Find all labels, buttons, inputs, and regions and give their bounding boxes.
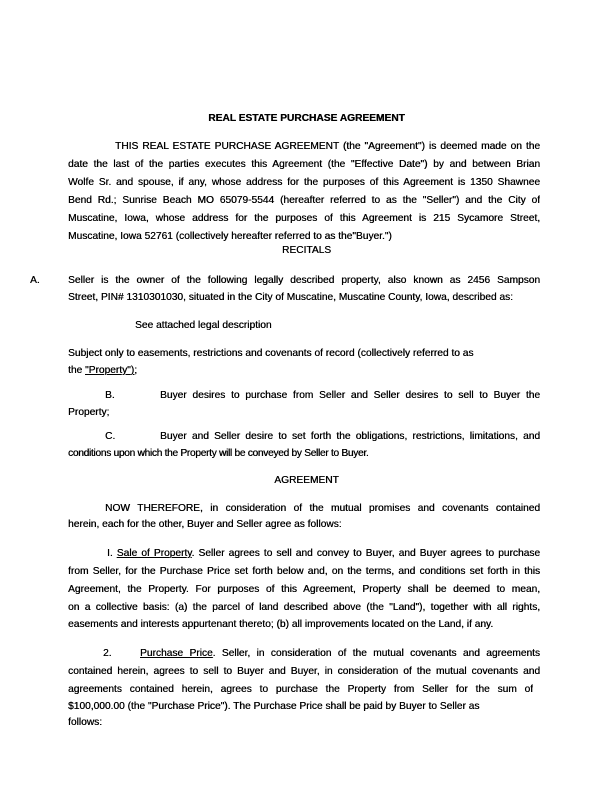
recital-a-line: Seller is the owner of the following legally described property, also known as 2456 Sampson <box>68 275 540 286</box>
text: ; <box>134 365 137 376</box>
now-therefore-line: herein, each for the other, Buyer and Seller agree as follows: <box>68 519 342 530</box>
section-1-first-line <box>107 547 540 560</box>
recital-b-marker: B. <box>105 390 115 401</box>
recitals-heading: RECITALS <box>281 245 332 256</box>
recital-b-line: Property; <box>68 407 110 418</box>
section-2-line: follows: <box>68 717 102 728</box>
section-2-line: agreements contained herein, agrees to purchase the Property from Seller for the sum of <box>68 684 533 695</box>
intro-line: Bend Rd.; Sunrise Beach MO 65079-5544 (hereafter referred to as the "Seller") and the City of <box>68 195 540 206</box>
agreement-heading: AGREEMENT <box>274 475 339 486</box>
intro-line: Muscatine, Iowa, whose address for the purposes of this Agreement is 215 Sycamore Street, <box>68 213 540 224</box>
section-1-number: I. <box>107 548 113 559</box>
section-1-line: from Seller, for the Purchase Price set forth below and, on the terms, and conditions set forth in this <box>68 566 540 577</box>
legal-description-reference: See attached legal description <box>135 320 272 331</box>
intro-line: Muscatine, Iowa 52761 (collectively hereafter referred to as the"Buyer.") <box>68 231 392 242</box>
intro-line: THIS REAL ESTATE PURCHASE AGREEMENT (the "Agreement") is deemed made on the <box>115 141 540 152</box>
subject-line: Subject only to easements, restrictions and covenants of record (collectively referred to as <box>68 348 474 359</box>
intro-line: Wolfe Sr. and spouse, if any, whose address for the purposes of this Agreement is 1350 Shawnee <box>68 177 540 188</box>
property-defined-term: "Property") <box>85 365 135 376</box>
section-1-line: easements and interests appurtenant thereto; (b) all improvements located on the Land, if any. <box>68 619 494 630</box>
section-2-line: contained herein, agrees to sell to Buyer and Buyer, in consideration of the mutual covenants and <box>68 666 540 677</box>
recital-a-marker: A. <box>30 275 40 286</box>
recital-b-line: Buyer desires to purchase from Seller and Seller desires to sell to Buyer the <box>160 390 540 401</box>
intro-line: date the last of the parties executes this Agreement (the "Effective Date") by and between Brian <box>68 159 540 170</box>
section-1-line: Agreement, the Property. For purposes of this Agreement, Property shall be deemed to mean, <box>68 584 540 595</box>
text: the <box>68 365 85 376</box>
section-2-line: $100,000.00 (the "Purchase Price"). The Purchase Price shall be paid by Buyer to Seller as <box>68 701 480 712</box>
recital-c-marker: C. <box>105 431 116 442</box>
subject-line-2 <box>68 364 137 377</box>
text: . Seller agrees to sell and convey to Buyer, and Buyer agrees to purchase <box>191 548 540 559</box>
section-2-first-line <box>140 647 540 660</box>
recital-a-line: Street, PIN# 1310301030, situated in the City of Muscatine, Muscatine County, Iowa, described as: <box>68 292 513 303</box>
recital-c-line: Buyer and Seller desire to set forth the obligations, restrictions, limitations, and <box>160 431 540 442</box>
document-title: REAL ESTATE PURCHASE AGREEMENT <box>208 113 405 124</box>
recital-c-line: conditions upon which the Property will be conveyed by Seller to Buyer. <box>68 448 369 459</box>
section-1-line: on a collective basis: (a) the parcel of land described above (the "Land"), together with all rights, <box>68 602 540 613</box>
section-2-heading: Purchase Price <box>140 648 213 659</box>
text: . Seller, in consideration of the mutual covenants and agreements <box>212 648 540 659</box>
section-1-heading: Sale of Property <box>116 548 192 559</box>
section-2-number: 2. <box>103 648 112 659</box>
now-therefore-line: NOW THEREFORE, in consideration of the mutual promises and covenants contained <box>105 503 540 514</box>
